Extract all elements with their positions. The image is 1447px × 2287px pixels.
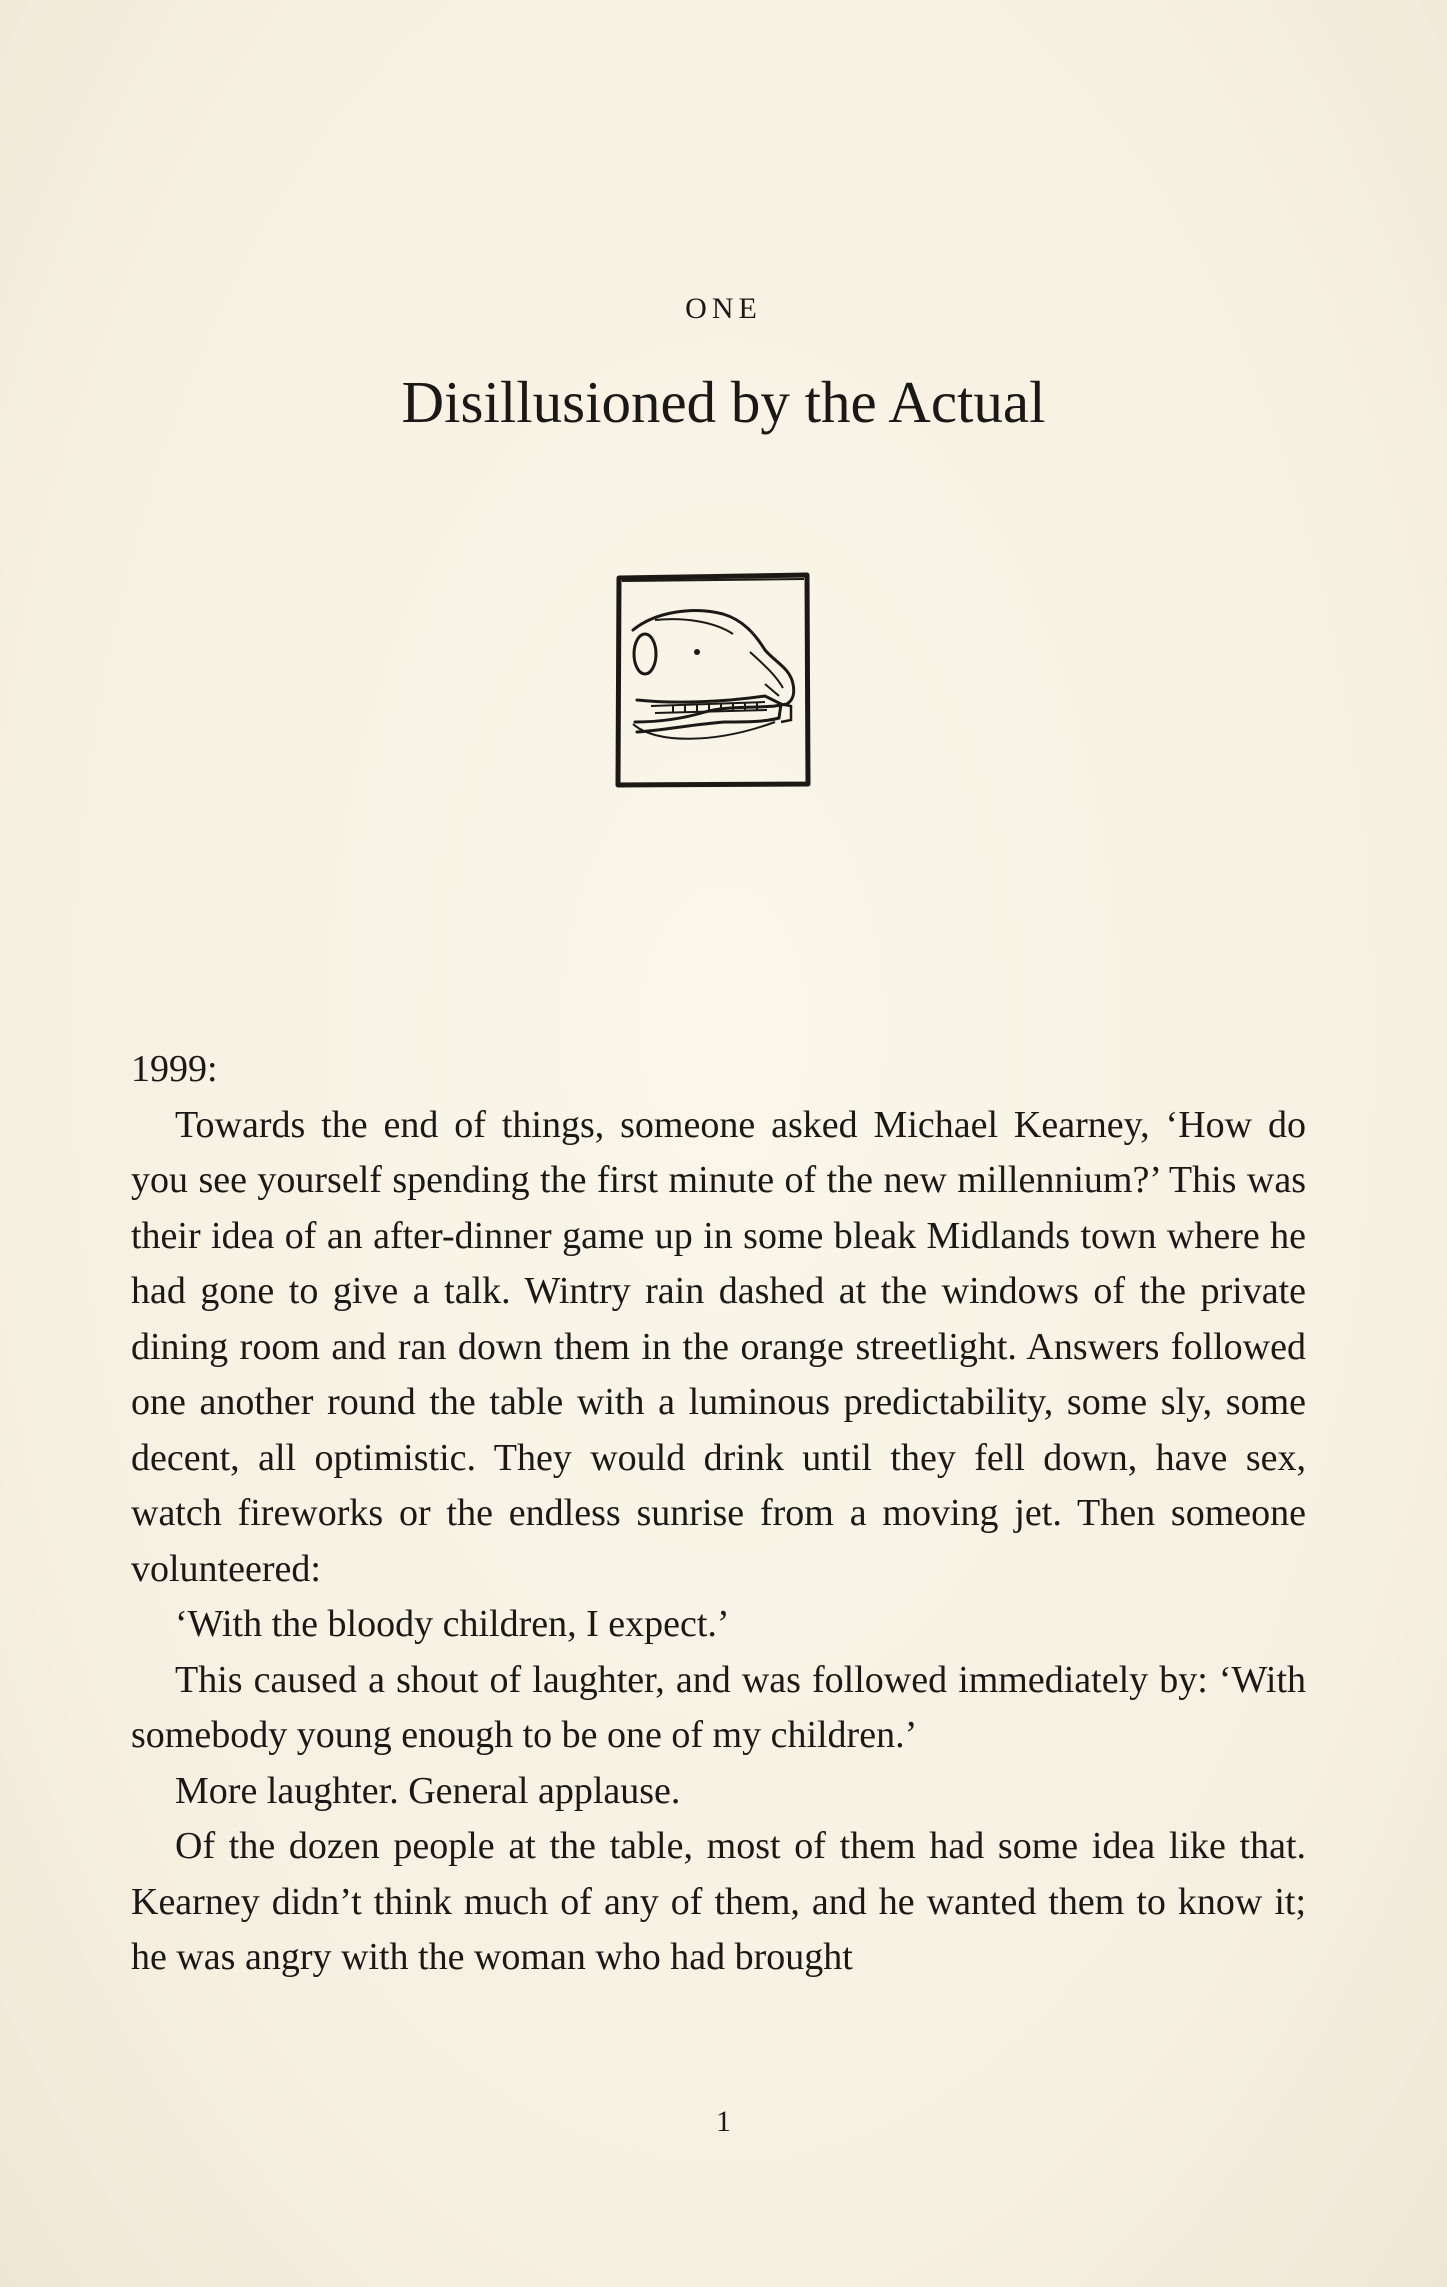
paragraph: Of the dozen people at the table, most of them had some idea like that. Kearney didn’t think much of any of them, and he wanted them to know it; he was angry with the woman who had brought (131, 1825, 1306, 1978)
dateline: 1999: (131, 1048, 218, 1090)
chapter-title: Disillusioned by the Actual (401, 369, 1046, 435)
chapter-number: ONE (685, 292, 762, 325)
chapter-body (131, 1042, 1306, 1986)
paragraph: Towards the end of things, someone asked Michael Kearney, ‘How do you see yourself spending the first minute of the new millennium?’ This was their idea of an after-dinner game up in some bleak Midlands town where he had gone to give a talk. Wintry rain dashed at the windows of the private dining room and ran down them in the orange streetlight. Answers followed one another round the table with a luminous predictability, some sly, some decent, all optimistic. They would drink until they fell down, have sex, watch fireworks or the endless sunrise from a moving jet. Then someone volunteered: (131, 1103, 1306, 1590)
paragraph: This caused a shout of laughter, and was followed immediately by: ‘With somebody young enough to be one of my children.’ (131, 1658, 1306, 1756)
paragraph: More laughter. General applause. (175, 1769, 681, 1812)
paragraph: ‘With the bloody children, I expect.’ (175, 1603, 730, 1645)
horse-skull-icon (615, 572, 811, 788)
page-number: 1 (716, 2105, 731, 2138)
